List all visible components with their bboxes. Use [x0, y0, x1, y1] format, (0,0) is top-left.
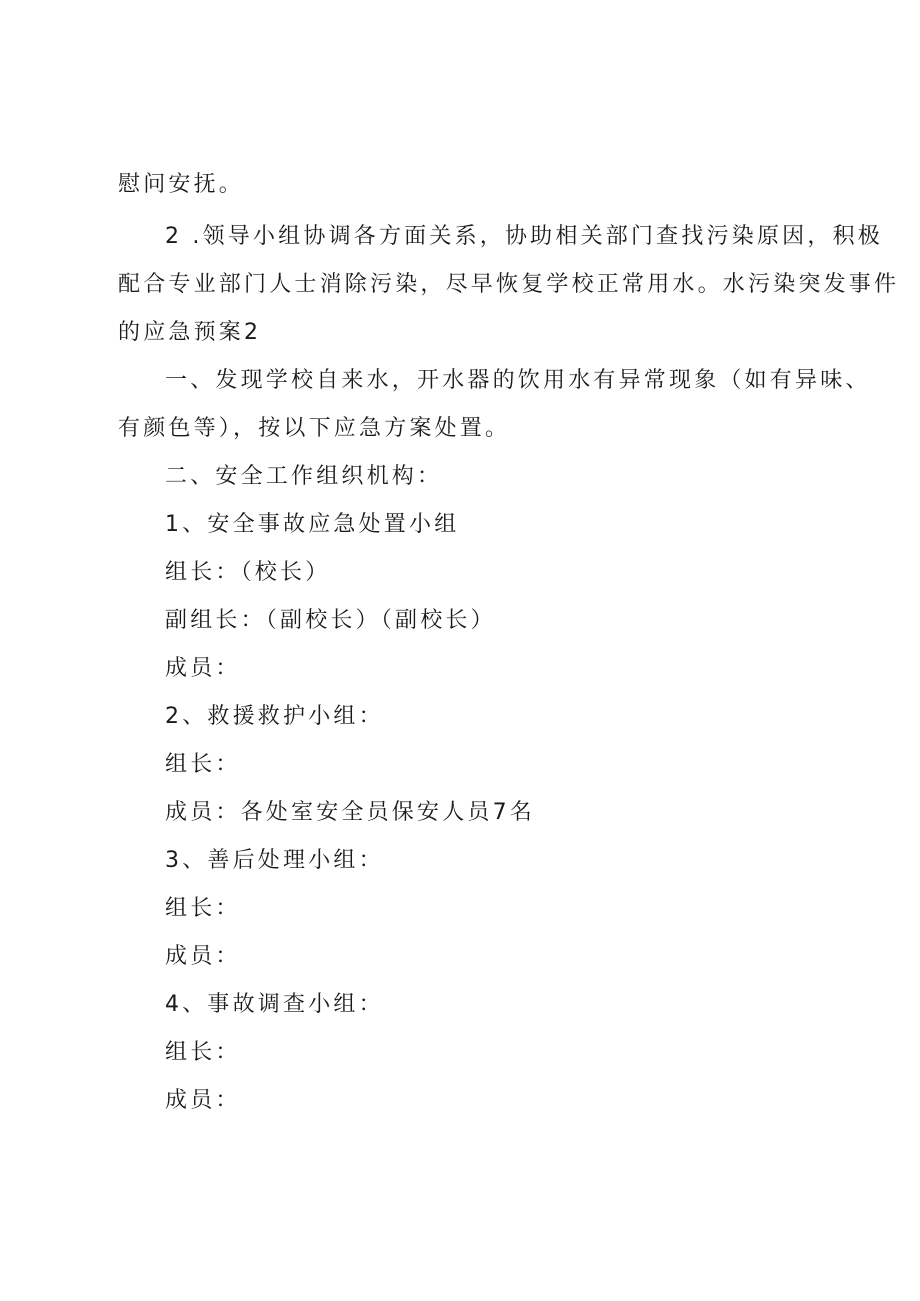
text-line: 组长： — [165, 752, 241, 777]
text-line: 慰问安抚。 — [118, 172, 245, 197]
text-line: 副组长：（副校长）（副校长） — [165, 608, 496, 633]
text-line: 一、发现学校自来水，开水器的饮用水有异常现象（如有异味、 — [165, 368, 871, 393]
text-line: 2、救援救护小组： — [165, 704, 384, 729]
text-line: 的应急预案2 — [118, 320, 262, 345]
text-line: 有颜色等），按以下应急方案处置。 — [118, 416, 511, 441]
text-line: 4、事故调查小组： — [165, 992, 384, 1017]
text-line: 二、安全工作组织机构： — [165, 464, 443, 489]
text-line: 2 .领导小组协调各方面关系，协助相关部门查找污染原因，积极 — [165, 224, 883, 249]
text-line: 成员： — [165, 1088, 241, 1113]
text-line: 组长：（校长） — [165, 560, 331, 585]
text-line: 组长： — [165, 1040, 241, 1065]
text-line: 配合专业部门人士消除污染，尽早恢复学校正常用水。水污染突发事件 — [118, 272, 900, 297]
text-line: 1、安全事故应急处置小组 — [165, 512, 460, 537]
text-line: 成员： — [165, 656, 241, 681]
text-line: 3、善后处理小组： — [165, 848, 384, 873]
text-line: 成员： — [165, 944, 241, 969]
text-line: 成员：各处室安全员保安人员7名 — [165, 800, 535, 825]
text-line: 组长： — [165, 896, 241, 921]
